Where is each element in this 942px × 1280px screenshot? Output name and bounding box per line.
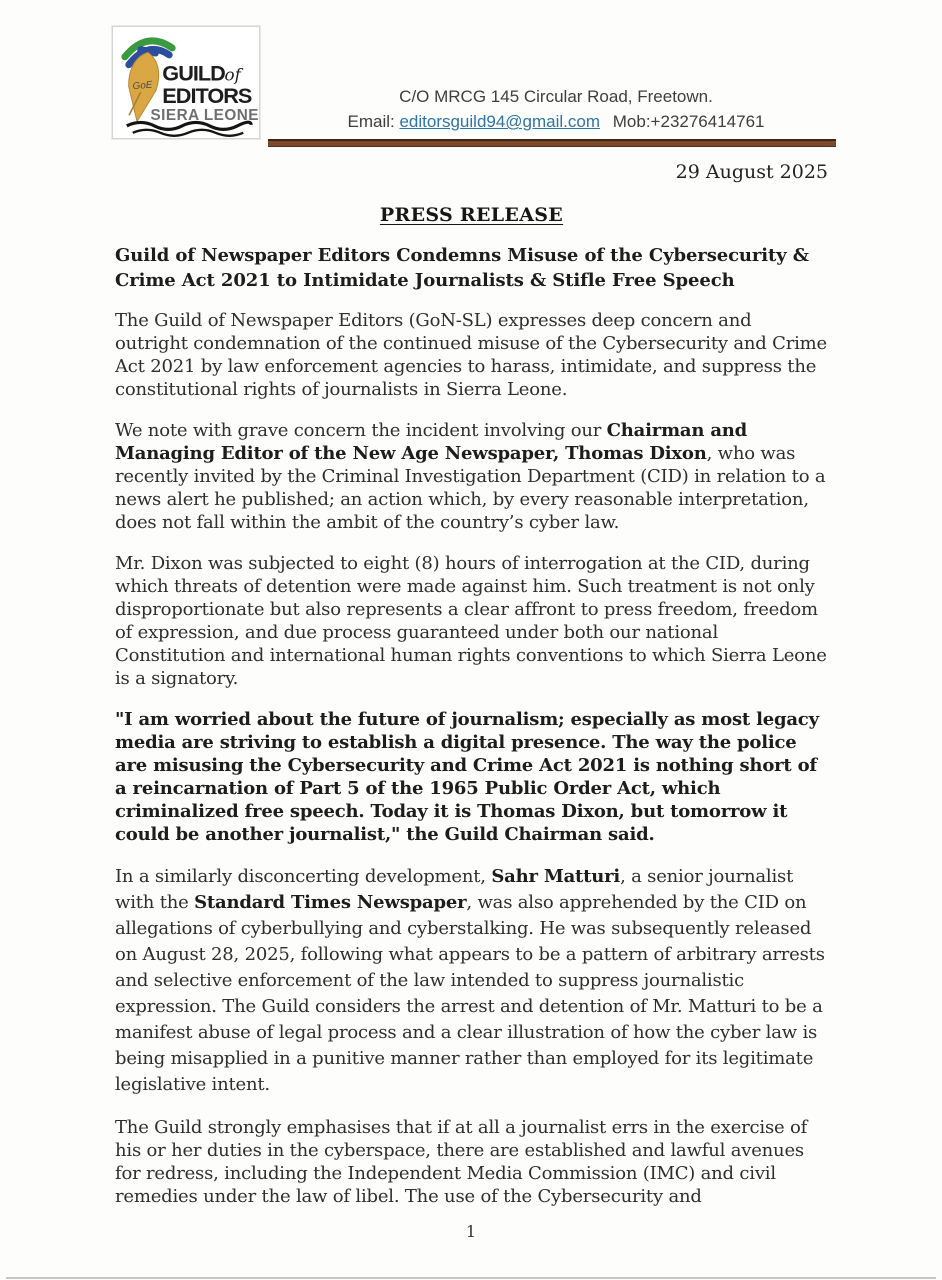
- paragraph: The Guild strongly emphasises that if at all a journalist errs in the exercise of his or her duties in the cyberspace, there are established and lawful avenues for redress, including the Independent Media Commission (IMC) and civil remedies under the law of libel. The use of the Cybersecurity and: [115, 1117, 808, 1207]
- paragraph: The Guild of Newspaper Editors (GoN-SL) expresses deep concern and outright condemnation of the continued misuse of the Cybersecurity and Crime Act 2021 by law enforcement agencies to harass, intimidate, and suppress the constitutional rights of journalists in Sierra Leone.: [115, 310, 827, 400]
- body-paragraphs: [115, 309, 828, 1208]
- svg-text:GoE: GoE: [132, 79, 153, 93]
- guild-of-editors-logo-icon: [113, 27, 259, 138]
- paragraph: "I am worried about the future of journalism; especially as most legacy media are striving to establish a digital presence. The way the police are misusing the Cybersecurity and Crime Act 2021 is nothing short of a reincarnation of Part 5 of the 1965 Public Order Act, which criminalized free speech. Today it is Thomas Dixon, but tomorrow it could be another journalist," the Guild Chairman said.: [115, 709, 819, 845]
- scan-edge: [6, 1277, 936, 1279]
- paragraph: Mr. Dixon was subjected to eight (8) hours of interrogation at the CID, during which threats of detention were made against him. Such treatment is not only disproportionate but also represents a clear affront to press freedom, freedom of expression, and due process guaranteed under both our national Constitution and international human rights conventions to which Sierra Leone is a signatory.: [115, 553, 827, 689]
- org-logo: [112, 26, 260, 139]
- waves-icon: [127, 122, 251, 136]
- email-label: Email:: [347, 112, 395, 131]
- date: 29 August 2025: [675, 161, 828, 183]
- email-link[interactable]: editorsguild94@gmail.com: [399, 112, 601, 131]
- contact-block: [300, 84, 812, 134]
- logo-word-country: SIERA LEONE: [150, 106, 259, 124]
- document-body: [115, 160, 828, 1226]
- logo-word-of: of: [224, 64, 241, 85]
- paragraph: In a similarly disconcerting development, Sahr Matturi, a senior journalist with the Standard Times Newspaper, was also apprehended by the CID on allegations of cyberbullying and cyberstalking. He was subsequently released on August 28, 2025, following what appears to be a pattern of arbitrary arrests and selective enforcement of the law intended to suppress journalistic expression. The Guild considers the arrest and detention of Mr. Matturi to be a manifest abuse of legal process and a clear illustration of how the cyber law is being misapplied in a punitive manner rather than employed for its legitimate legislative intent.: [115, 866, 825, 1095]
- headline: Guild of Newspaper Editors Condemns Misuse of the Cybersecurity & Crime Act 2021 to Intimidate Journalists & Stifle Free Speech: [115, 245, 809, 291]
- contact-address: C/O MRCG 145 Circular Road, Freetown.: [399, 87, 713, 106]
- mobile-number: Mob:+23276414761: [612, 112, 765, 131]
- letterhead-divider: [268, 139, 836, 147]
- press-release-title: PRESS RELEASE: [379, 204, 564, 226]
- paragraph: We note with grave concern the incident involving our Chairman and Managing Editor of the New Age Newspaper, Thomas Dixon, who was recently invited by the Criminal Investigation Department (CID) in relation to a news alert he published; an action which, by every reasonable interpretation, does not fall within the ambit of the country’s cyber law.: [115, 420, 826, 533]
- contact-line2: [300, 109, 812, 134]
- logo-word-editors: EDITORS: [162, 83, 252, 109]
- page-number: 1: [465, 1222, 477, 1241]
- logo-word-guild: GUILD: [162, 60, 225, 86]
